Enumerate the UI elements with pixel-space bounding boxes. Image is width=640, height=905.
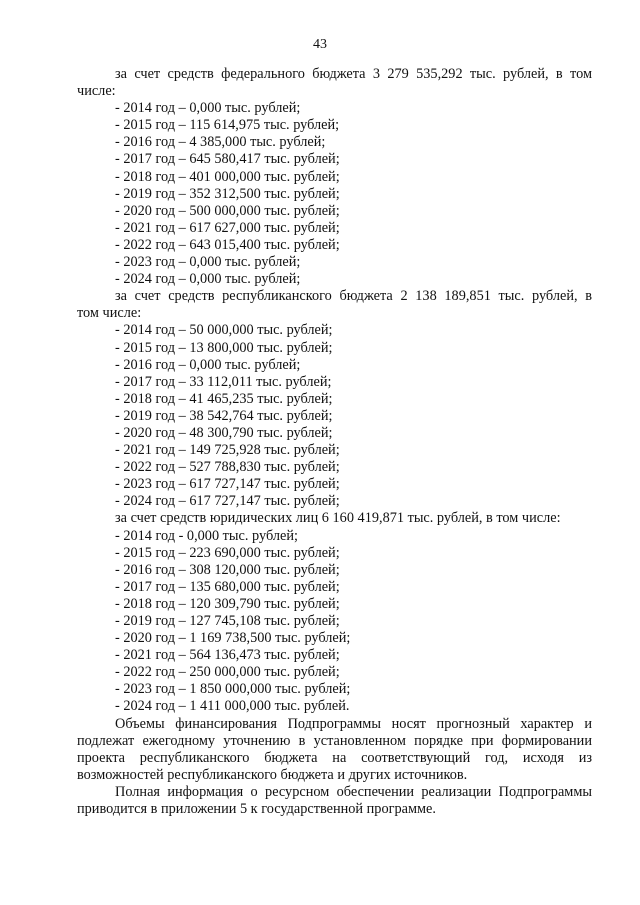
list-item: - 2017 год – 135 680,000 тыс. рублей;	[115, 578, 340, 595]
list-item: - 2015 год – 115 614,975 тыс. рублей;	[115, 117, 340, 134]
list-item: - 2015 год – 13 800,000 тыс. рублей;	[115, 339, 333, 356]
list-item: - 2022 год – 250 000,000 тыс. рублей;	[115, 664, 340, 681]
list-item: - 2019 год – 127 745,108 тыс. рублей;	[115, 613, 340, 629]
republic-budget-lead-cont: том числе:	[77, 305, 142, 322]
federal-budget-list	[77, 100, 592, 288]
list-item: - 2017 год – 645 580,417 тыс. рублей;	[115, 151, 340, 168]
page-number: 43	[313, 37, 327, 52]
list-item: - 2022 год – 527 788,830 тыс. рублей;	[115, 459, 340, 476]
list-item: - 2020 год – 48 300,790 тыс. рублей;	[115, 424, 333, 441]
list-item: - 2021 год – 564 136,473 тыс. рублей;	[115, 647, 340, 664]
list-item: - 2023 год – 1 850 000,000 тыс. рублей;	[115, 681, 351, 698]
document-body	[77, 66, 592, 818]
full-information-paragraph: Полная информация о ресурсном обеспечении реализации Подпрограммы приводится в приложении 5 к государственной программе.	[77, 783, 592, 818]
list-item: - 2021 год – 617 627,000 тыс. рублей;	[115, 219, 340, 236]
legal-entities-lead: за счет средств юридических лиц 6 160 419,871 тыс. рублей, в том числе:	[115, 510, 561, 527]
federal-budget-lead: за счет средств федерального бюджета 3 279 535,292 тыс. рублей, в том	[115, 66, 592, 82]
list-item: - 2020 год – 1 169 738,500 тыс. рублей;	[115, 630, 351, 647]
list-item: - 2024 год – 1 411 000,000 тыс. рублей.	[115, 698, 350, 715]
republic-budget-lead: за счет средств республиканского бюджета 2 138 189,851 тыс. рублей, в	[115, 288, 592, 305]
list-item: - 2023 год – 617 727,147 тыс. рублей;	[115, 476, 340, 493]
list-item: - 2023 год – 0,000 тыс. рублей;	[115, 254, 301, 271]
list-item: - 2018 год – 120 309,790 тыс. рублей;	[115, 595, 340, 612]
list-item: - 2019 год – 38 542,764 тыс. рублей;	[115, 407, 333, 424]
list-item: - 2018 год – 41 465,235 тыс. рублей;	[115, 390, 333, 407]
list-item: - 2016 год – 308 120,000 тыс. рублей;	[115, 561, 340, 578]
funding-volumes-paragraph: Объемы финансирования Подпрограммы носят прогнозный характер и подлежат ежегодному уточнению в установленном порядке при формировании проекта республиканского бюджета на соответствующий год, исходя из возможностей республиканского бюджета и других источников.	[77, 715, 592, 783]
list-item: - 2021 год – 149 725,928 тыс. рублей;	[115, 442, 340, 459]
list-item: - 2015 год – 223 690,000 тыс. рублей;	[115, 544, 340, 561]
list-item: - 2018 год – 401 000,000 тыс. рублей;	[115, 168, 340, 185]
legal-entities-list	[77, 528, 592, 716]
list-item: - 2014 год – 0,000 тыс. рублей;	[115, 100, 301, 117]
republic-budget-list	[77, 322, 592, 510]
list-item: - 2022 год – 643 015,400 тыс. рублей;	[115, 236, 340, 253]
list-item: - 2016 год – 0,000 тыс. рублей;	[115, 356, 301, 373]
federal-budget-lead-cont: числе:	[77, 83, 116, 100]
list-item: - 2024 год – 0,000 тыс. рублей;	[115, 271, 301, 288]
list-item: - 2014 год - 0,000 тыс. рублей;	[115, 527, 298, 544]
list-item: - 2020 год – 500 000,000 тыс. рублей;	[115, 202, 340, 219]
list-item: - 2014 год – 50 000,000 тыс. рублей;	[115, 322, 333, 339]
list-item: - 2016 год – 4 385,000 тыс. рублей;	[115, 134, 326, 151]
list-item: - 2017 год – 33 112,011 тыс. рублей;	[115, 373, 332, 390]
list-item: - 2019 год – 352 312,500 тыс. рублей;	[115, 185, 340, 202]
list-item: - 2024 год – 617 727,147 тыс. рублей;	[115, 493, 340, 510]
